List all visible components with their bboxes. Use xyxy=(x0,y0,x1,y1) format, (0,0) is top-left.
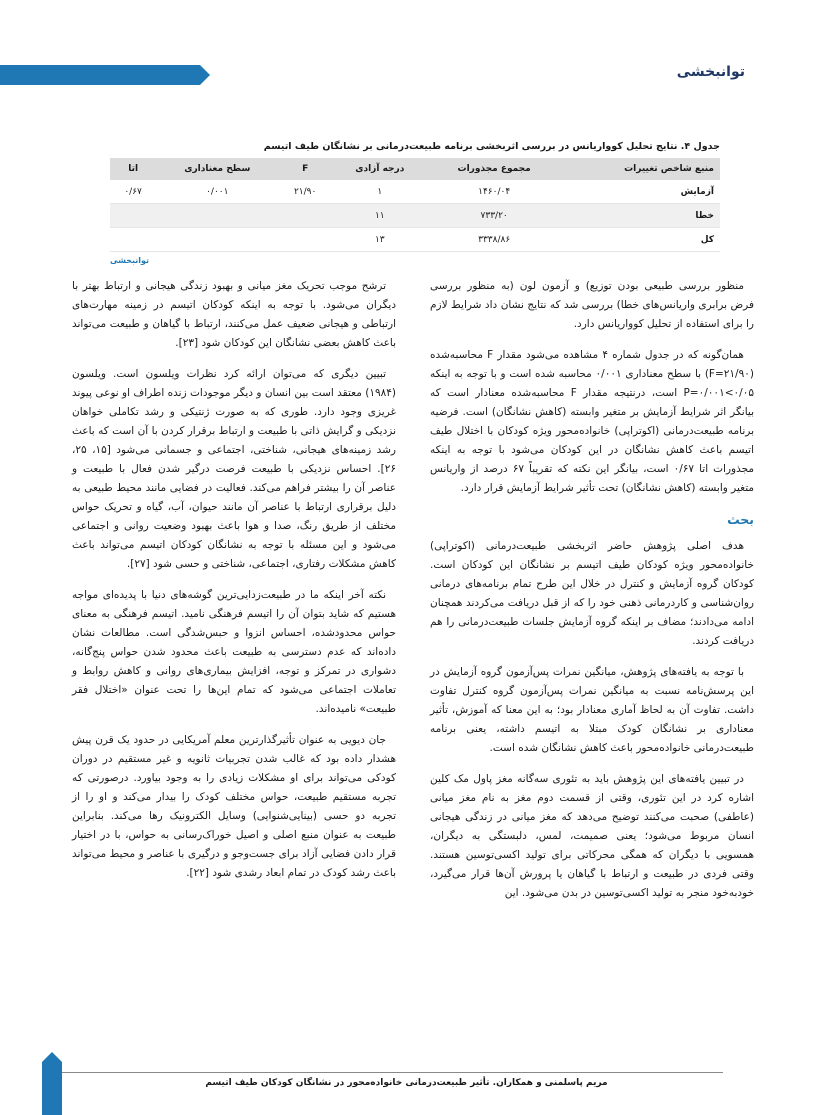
table-source-label: توانبخشی xyxy=(110,256,150,265)
table-header-cell: سطح معناداری xyxy=(156,158,278,180)
table-header-cell: درجه آزادی xyxy=(332,158,428,180)
table-cell: ۱۳ xyxy=(332,228,428,252)
table-cell xyxy=(156,204,278,228)
journal-title: توانبخشی xyxy=(676,64,745,80)
results-table-block xyxy=(110,140,720,265)
table-header-row xyxy=(110,158,720,180)
table-cell: کل xyxy=(561,228,720,252)
header-accent-arrow xyxy=(200,65,210,85)
paragraph: ترشح موجب تحریک مغز میانی و بهبود زندگی هیجانی و ارتباط بهتر با دیگران می‌شود. با توجه به اینکه کودکان اتیسم در زمینه مهارت‌های ارتباطی و هیجانی ضعیف عمل می‌کنند، ارتباط با گیاهان و طبیعت می‌تواند باعث کاهش بعضی نشانگان این کودکان شود [۲۳]. xyxy=(72,280,396,349)
paragraph: جان دیویی به عنوان تأثیرگذارترین معلم آمریکایی در حدود یک قرن پیش هشدار داده بود که غالب شدن تجربیات ثانویه و غیر مستقیم در دوران کودکی می‌تواند برای او مشکلات زیادی را به وجود بیاورد. درصورتی که تجربه مستقیم طبیعت، حواس مختلف کودک را بیدار می‌کند و او را از تجربه دو حسی (بینایی‌شنوایی) وسایل الکترونیک رها می‌کند. بنابراین طبیعت به عنوان منبع اصلی و اصیل خوراک‌رسانی به حواس، با در اختیار قرار دادن فضایی آزاد برای جست‌وجو و درگیری با عناصر و محیط می‌تواند باعث رشد کودک در تمام ابعاد رشدی شود [۲۲]. xyxy=(72,734,396,879)
table-row xyxy=(110,204,720,228)
footer-divider xyxy=(62,1072,723,1073)
table-cell xyxy=(110,204,156,228)
table-cell: ۲۱/۹۰ xyxy=(278,180,332,204)
footer-citation: مریم پاسلمنی و همکاران. تأثیر طبیعت‌درمانی خانواده‌محور در نشانگان کودکان طیف اتیسم xyxy=(205,1078,608,1088)
table-cell: ۰/۰۰۱ xyxy=(156,180,278,204)
table-cell xyxy=(110,228,156,252)
paragraph: منظور بررسی طبیعی بودن توزیع) و آزمون لون (به منظور بررسی فرض برابری واریانس‌های خطا) بررسی شد که نتایج نشان داد شرایط لازم را برای استفاده از تحلیل کوواریانس دارد. xyxy=(430,280,754,330)
table-cell: ۱۱ xyxy=(332,204,428,228)
table-cell xyxy=(156,228,278,252)
paragraph: هدف اصلی پژوهش حاضر اثربخشی طبیعت‌درمانی (اکوتراپی) خانواده‌محور ویژه کودکان طیف اتیسم بر نشانگان این کودکان است. کودکان گروه آزمایش و کنترل در خلال این طرح تمام برنامه‌های درمانی روان‌شناسی و کاردرمانی ذهنی خود را که از قبل دریافت می‌کردند همچنان ادامه می‌دادند؛ مضاف بر اینکه گروه آزمایش جلسات طبیعت‌درمانی را هم دریافت کردند. xyxy=(430,540,754,647)
table-cell: آزمایش xyxy=(561,180,720,204)
table-cell xyxy=(278,228,332,252)
header-accent-bar xyxy=(0,65,200,85)
left-text-column xyxy=(72,277,396,895)
results-table xyxy=(110,158,720,252)
table-cell: ۱۴۶۰/۰۴ xyxy=(428,180,561,204)
table-cell xyxy=(278,204,332,228)
table-cell: ۳۳۳۸/۸۶ xyxy=(428,228,561,252)
table-cell: خطا xyxy=(561,204,720,228)
table-header-cell: F xyxy=(278,158,332,180)
section-heading-discussion: بحث xyxy=(727,512,754,527)
table-header-cell: مجموع مجذورات xyxy=(428,158,561,180)
table-header-cell: منبع شاخص تغییرات xyxy=(561,158,720,180)
table-cell: ۱ xyxy=(332,180,428,204)
footer-accent-bar xyxy=(42,1062,62,1115)
right-text-column xyxy=(430,277,754,915)
table-row xyxy=(110,228,720,252)
paragraph: همان‌گونه که در جدول شماره ۴ مشاهده می‌شود مقدار F محاسبه‌شده (۲۱/۹۰=F) با سطح معناداری ۰/۰۰۱ محاسبه شده است و با توجه به اینکه ۰/۰۵>۰/۰۰۱=P است، درنتیجه مقدار F محاسبه‌شده معنادار است که بیانگر اثر شرایط آزمایش بر متغیر وابسته (کاهش نشانگان) است. فرضیه برنامه طبیعت‌درمانی (اکوتراپی) خانواده‌محور ویژه کودکان با اختلال طیف اتیسم باعث کاهش نشانگان در این کودکان می‌شود با توجه به اینکه مجذورات اتا ۰/۶۷ است، بیانگر این نکته که تقریباً ۶۷ درصد از واریانس متغیر وابسته (کاهش نشانگان) تحت تأثیر شرایط آزمایش قرار دارد. xyxy=(430,349,755,494)
paragraph: نکته آخر اینکه ما در طبیعت‌زدایی‌ترین گوشه‌های دنیا با پدیده‌ای مواجه هستیم که شاید بتوان آن را اتیسم فرهنگی نامید. اتیسم فرهنگی به معنای حواس محدودشده، احساس انزوا و حبس‌شدگی است. مطالعات نشان داده‌اند که عدم دسترسی به طبیعت باعث محدود شدن حواس پنج‌گانه، دشواری در تمرکز و توجه، افزایش بیماری‌های روانی و کاهش روابط و تعاملات اجتماعی می‌شود که تمام این‌ها را تحت عنوان «اختلال فقر طبیعت» نامیده‌اند. xyxy=(72,589,396,715)
paragraph: تبیین دیگری که می‌توان ارائه کرد نظرات ویلسون است. ویلسون (۱۹۸۴) معتقد است بین انسان و دیگر موجودات زنده اطراف او نوعی پیوند غریزی وجود دارد. طوری که به صورت ژنتیکی و رشد تکاملی خواهان نزدیکی و گرایش ذاتی با طبیعت و ارتباط برقرار کردن با آن است که باعث رشد زمینه‌های هیجانی، شناختی، اجتماعی و جسمانی می‌شود [۱۵، ۲۵، ۲۶]. احساس نزدیکی با طبیعت فرصت درگیر شدن فعال با طبیعت و عناصر آن را بیشتر فراهم می‌کند. فعالیت در فضایی مانند محیط طبیعی به دلیل برقراری ارتباط با عناصر آن مانند حیوان، آب، گیاه و تحریک حواس مختلف از طریق رنگ، صدا و هوا باعث بهبود وضعیت روانی و اجتماعی می‌شود و این مسئله با توجه به نشانگان کودکان اتیسم می‌تواند باعث کاهش مشکلات رفتاری، اجتماعی، شناختی و حسی شود [۲۷]. xyxy=(72,368,397,570)
footer-accent-arrow xyxy=(42,1052,62,1062)
table-header-cell: اتا xyxy=(110,158,156,180)
table-cell: ۰/۶۷ xyxy=(110,180,156,204)
paragraph: با توجه به یافته‌های پژوهش، میانگین نمرات پس‌آزمون گروه آزمایش در این پرسش‌نامه نسبت به میانگین نمرات پس‌آزمون گروه کنترل تفاوت داشت. تفاوت آن به لحاظ آماری معنادار بود؛ به این معنا که آموزش، تأثیر معناداری بر نشانگان کودک مبتلا به اتیسم داشته، یعنی برنامه طبیعت‌درمانی خانواده‌محور باعث کاهش نشانگان شده است. xyxy=(430,666,754,754)
table-row xyxy=(110,180,720,204)
paragraph: در تبیین یافته‌های این پژوهش باید به تئوری سه‌گانه مغز پاول مک کلین اشاره کرد در این تئوری، وقتی از قسمت دوم مغز به نام مغز میانی (عاطفی) صحبت می‌کنند توضیح می‌دهد که مغز میانی در زندگی هیجانی انسان مربوط می‌شود؛ یعنی صمیمت، لمس، دلبستگی به دیگران، همسویی با دیگران که همگی محرکاتی برای تولید اکسی‌توسین هستند. وقتی فردی در طبیعت و ارتباط با گیاهان یا پرورش آن‌ها قرار می‌گیرد، خودبه‌خود منجر به تولید اکسی‌توسین در بدن می‌شود. این xyxy=(430,773,754,899)
table-cell: ۷۳۳/۲۰ xyxy=(428,204,561,228)
table-caption: جدول ۴. نتایج تحلیل کوواریانس در بررسی اثربخشی برنامه طبیعت‌درمانی بر نشانگان طیف اتیسم xyxy=(263,141,720,152)
